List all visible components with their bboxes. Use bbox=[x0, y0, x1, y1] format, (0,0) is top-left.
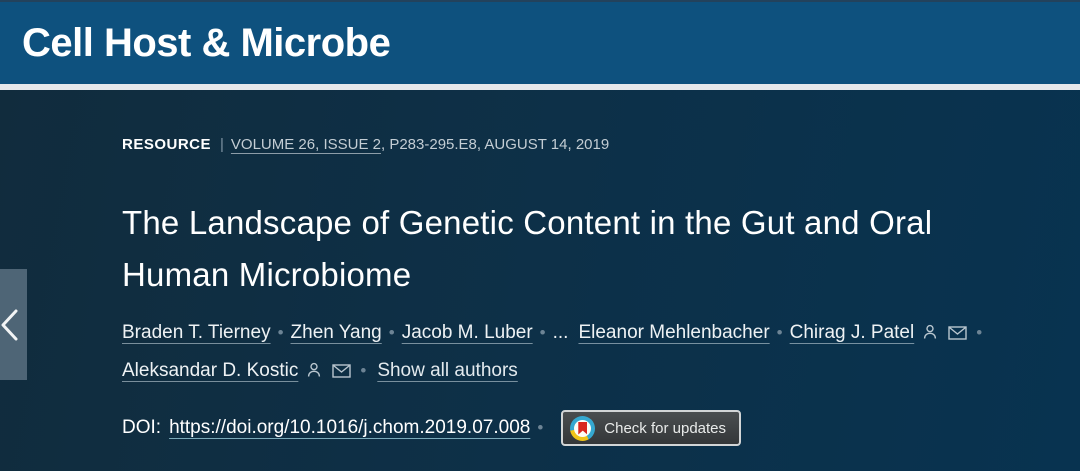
author-link-kostic[interactable]: Aleksandar D. Kostic bbox=[122, 360, 299, 381]
article-type-label: RESOURCE bbox=[122, 136, 212, 153]
author-link-tierney[interactable]: Braden T. Tierney bbox=[122, 322, 271, 343]
issue-details: , P283-295.E8, AUGUST 14, 2019 bbox=[380, 136, 610, 153]
article-content bbox=[122, 90, 1080, 446]
doi-separator: • bbox=[537, 418, 544, 437]
article-meta-row bbox=[122, 135, 1080, 155]
email-icon[interactable] bbox=[332, 362, 351, 383]
author-link-mehlenbacher[interactable]: Eleanor Mehlenbacher bbox=[578, 322, 770, 343]
previous-article-button[interactable] bbox=[0, 269, 27, 380]
issue-link[interactable]: VOLUME 26, ISSUE 2 bbox=[230, 136, 381, 153]
journal-header bbox=[0, 0, 1080, 84]
author-line-1 bbox=[122, 315, 1080, 353]
author-line-2 bbox=[122, 353, 1080, 391]
crossmark-bookmark-icon bbox=[578, 422, 587, 435]
author-separator: • bbox=[776, 323, 783, 342]
email-icon[interactable] bbox=[948, 324, 967, 345]
journal-title[interactable]: Cell Host & Microbe bbox=[22, 20, 391, 65]
author-link-patel[interactable]: Chirag J. Patel bbox=[789, 322, 915, 343]
authors-ellipsis: ... bbox=[552, 322, 569, 343]
doi-row bbox=[122, 410, 1080, 446]
corresponding-author-icon bbox=[306, 362, 322, 383]
check-for-updates-label: Check for updates bbox=[604, 419, 727, 437]
check-for-updates-button[interactable] bbox=[561, 410, 741, 446]
author-link-yang[interactable]: Zhen Yang bbox=[290, 322, 382, 343]
article-header bbox=[0, 90, 1080, 471]
crossmark-icon bbox=[570, 416, 595, 441]
author-link-luber[interactable]: Jacob M. Luber bbox=[401, 322, 533, 343]
corresponding-author-icon bbox=[922, 324, 938, 345]
author-list bbox=[122, 315, 1080, 391]
chevron-left-icon bbox=[0, 295, 27, 355]
author-separator: • bbox=[388, 323, 395, 342]
author-separator: • bbox=[976, 323, 983, 342]
doi-link[interactable]: https://doi.org/10.1016/j.chom.2019.07.008 bbox=[169, 417, 531, 438]
meta-separator: | bbox=[220, 136, 224, 153]
author-separator: • bbox=[360, 361, 367, 380]
author-separator: • bbox=[277, 323, 284, 342]
doi-label: DOI: bbox=[122, 417, 162, 438]
author-separator: • bbox=[539, 323, 546, 342]
article-title bbox=[122, 197, 1080, 301]
article-title-line1: The Landscape of Genetic Content in the Gut and Oral bbox=[122, 204, 933, 241]
article-title-line2: Human Microbiome bbox=[122, 256, 412, 293]
show-all-authors-link[interactable]: Show all authors bbox=[377, 360, 518, 381]
